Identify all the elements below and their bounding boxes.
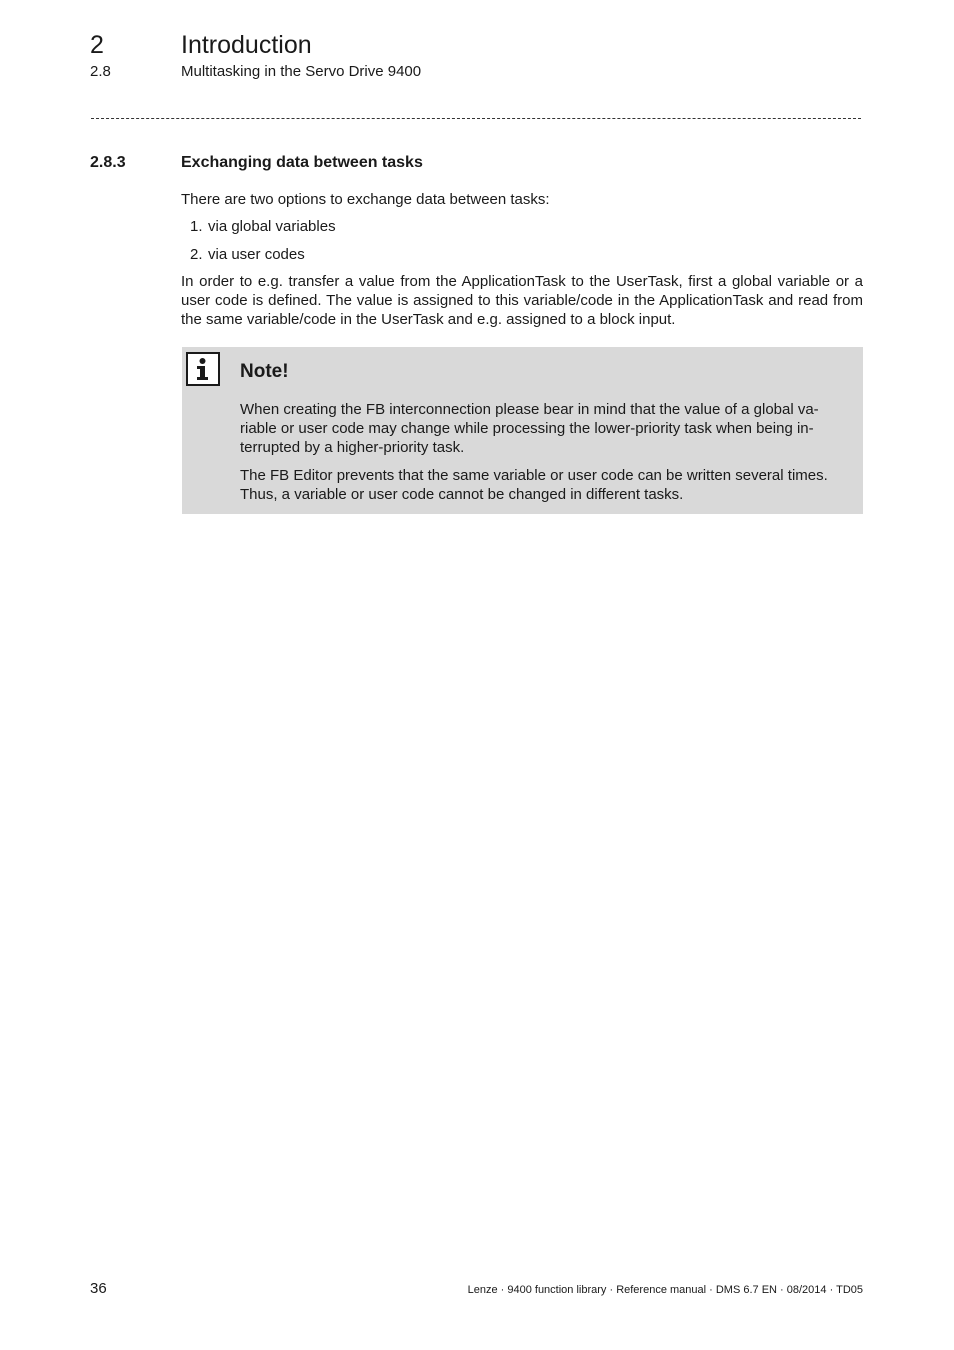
- list-item: [190, 245, 305, 264]
- note-line: terrupted by a higher-priority task.: [240, 439, 465, 456]
- chapter-title: Introduction: [181, 31, 312, 59]
- section-number: 2.8: [90, 63, 111, 80]
- list-item-text: via user codes: [208, 246, 305, 263]
- note-paragraph-2: [240, 466, 846, 504]
- note-line: riable or user code may change while processing the lower-priority task when being in-: [240, 420, 814, 437]
- note-line: Thus, a variable or user code cannot be changed in different tasks.: [240, 486, 684, 503]
- list-item-text: via global variables: [208, 218, 336, 235]
- note-heading: Note!: [240, 361, 289, 382]
- intro-text: There are two options to exchange data between tasks:: [181, 191, 550, 208]
- subsection-number: 2.8.3: [90, 154, 126, 171]
- header-divider: [91, 118, 861, 119]
- page-number: 36: [90, 1280, 107, 1297]
- list-item-number: 2.: [190, 246, 203, 263]
- body-paragraph: In order to e.g. transfer a value from the ApplicationTask to the UserTask, first a global variable or a user code is defined. The value is assigned to this variable/code in the ApplicationTask and read from the same variable/code in the UserTask and e.g. assigned to a block input.: [181, 273, 863, 328]
- chapter-number: 2: [90, 31, 104, 59]
- info-icon: [186, 352, 220, 386]
- list-item-number: 1.: [190, 218, 203, 235]
- footer-text: Lenze · 9400 function library · Reference manual · DMS 6.7 EN · 08/2014 · TD05: [467, 1284, 863, 1296]
- note-paragraph-1: [240, 400, 846, 457]
- list-item: [190, 217, 336, 236]
- note-line: The FB Editor prevents that the same variable or user code can be written several times.: [240, 467, 828, 484]
- section-title: Multitasking in the Servo Drive 9400: [181, 63, 422, 80]
- note-line: When creating the FB interconnection please bear in mind that the value of a global va-: [240, 401, 819, 418]
- subsection-title: Exchanging data between tasks: [181, 154, 423, 171]
